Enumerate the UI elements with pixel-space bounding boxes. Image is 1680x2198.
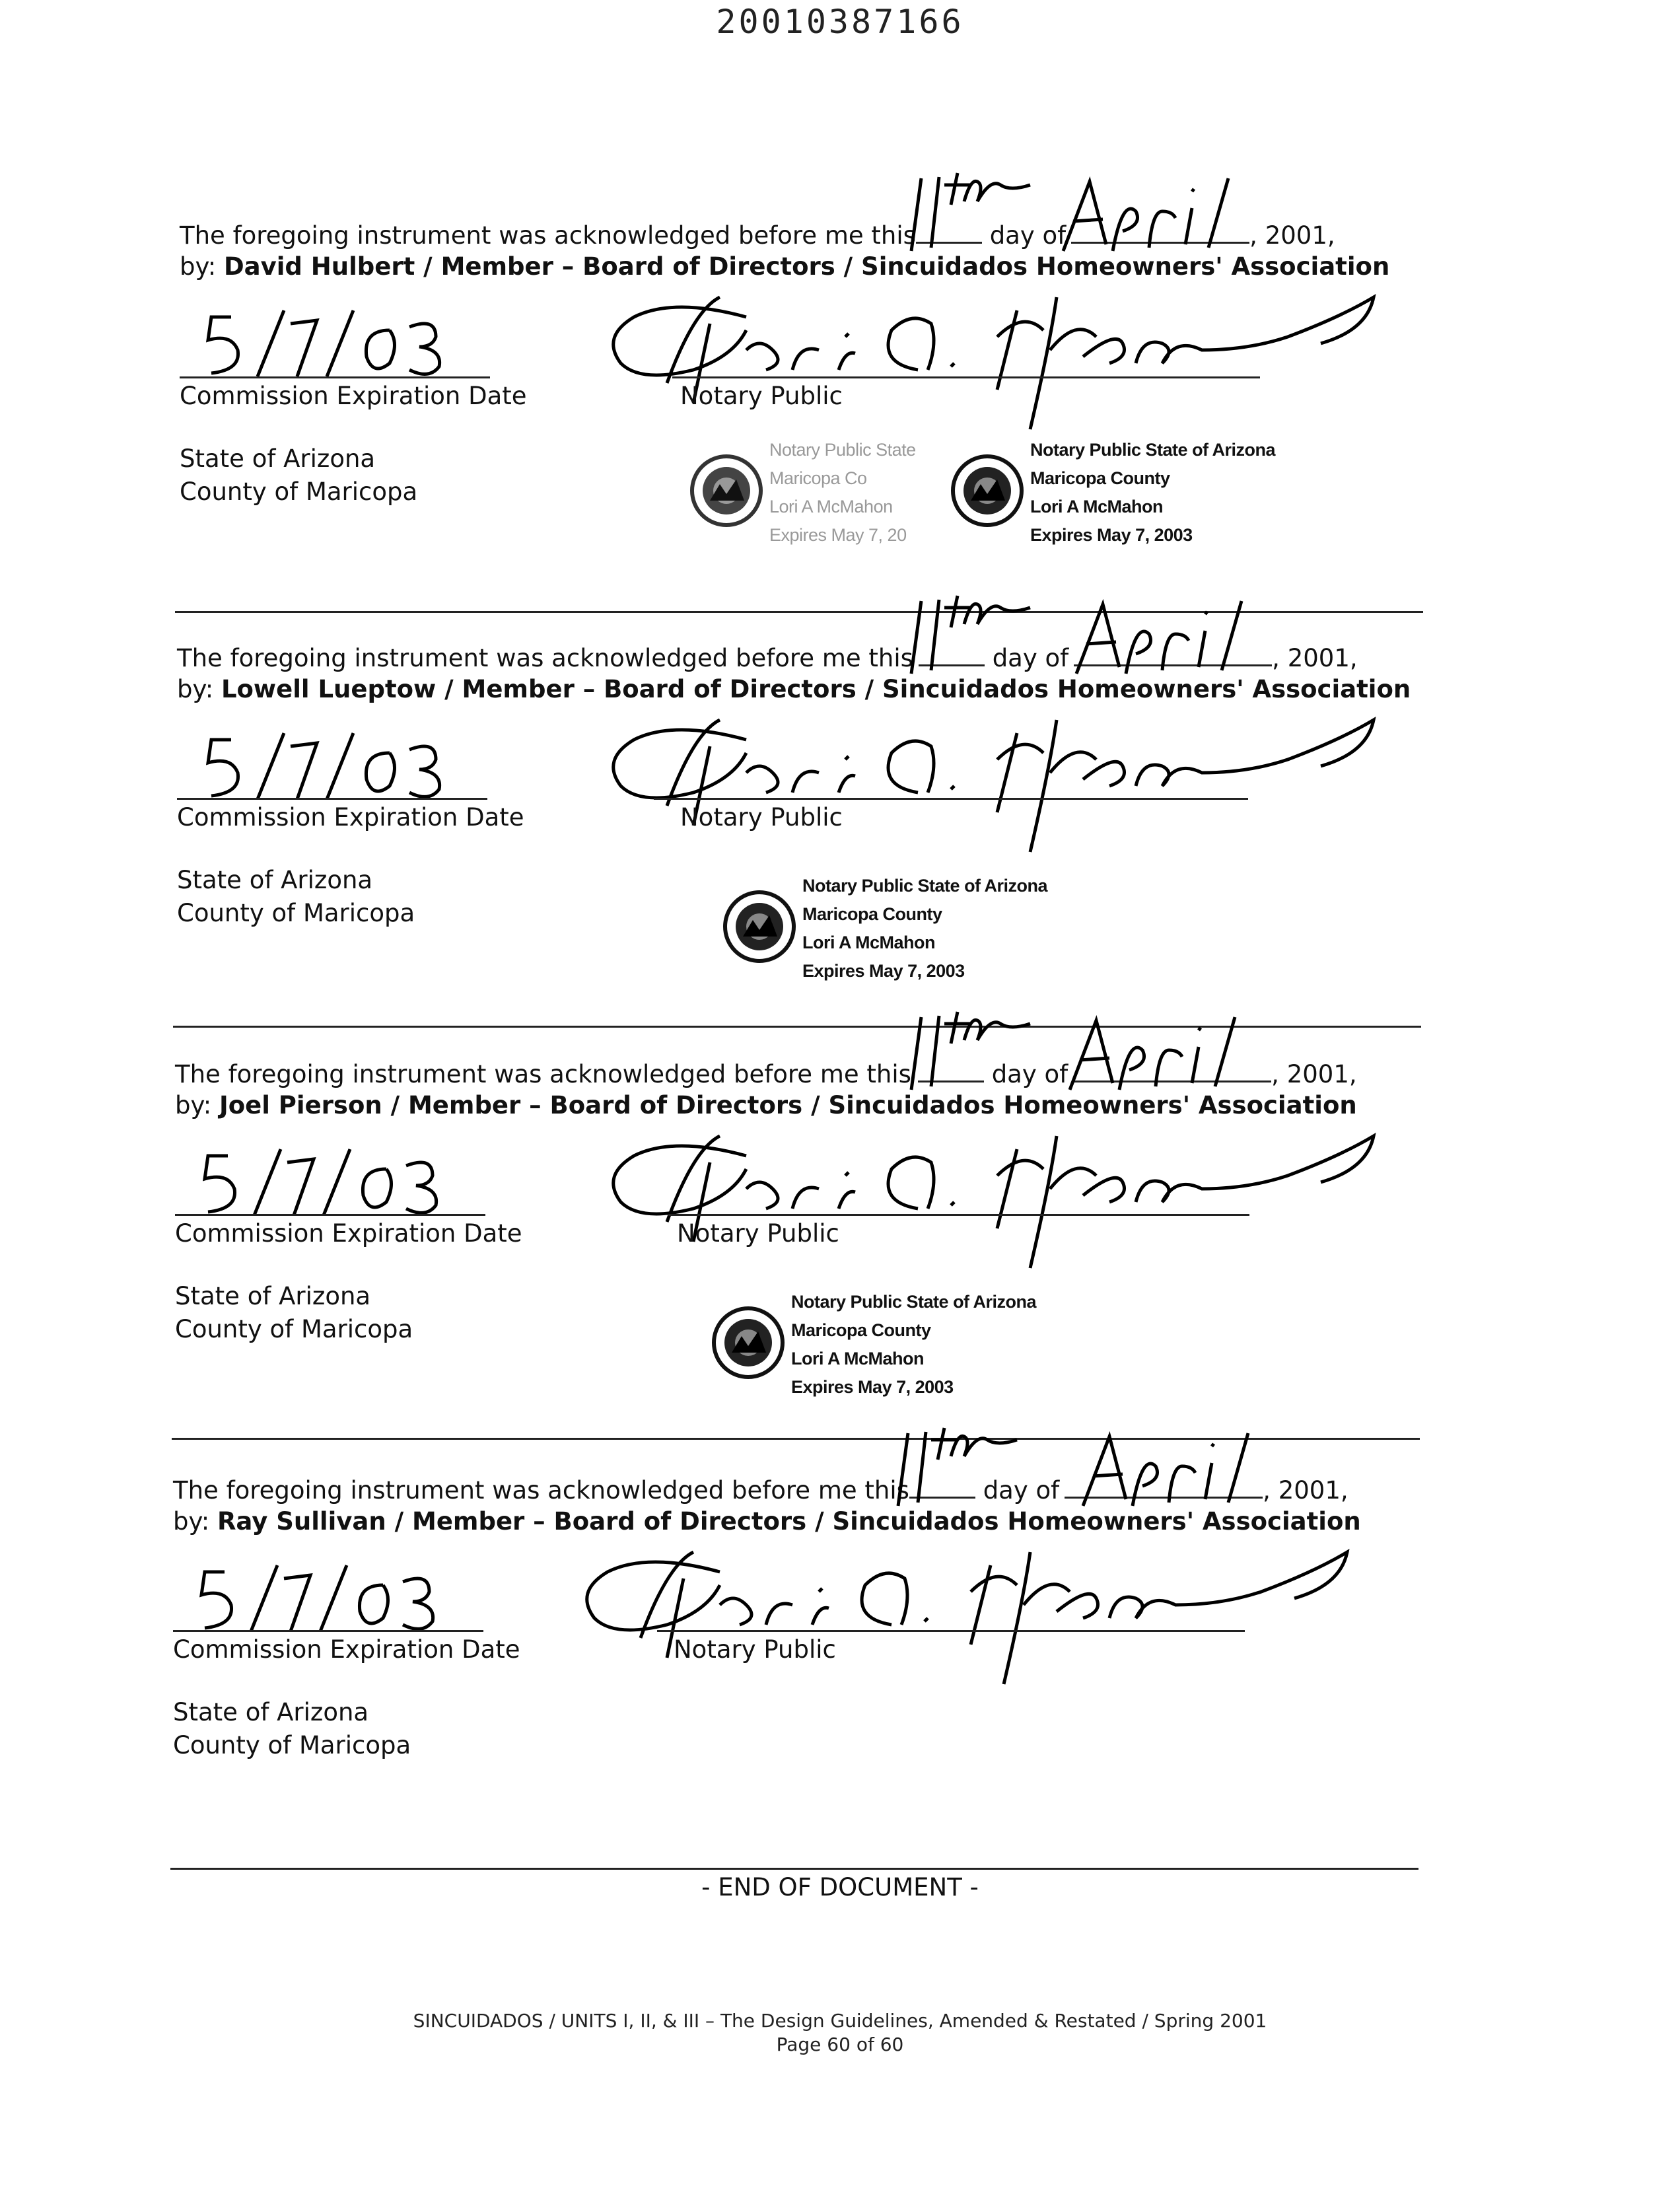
notary-stamp (712, 1288, 1082, 1400)
state-label: State of Arizona (173, 1698, 369, 1726)
commission-date-rule (177, 798, 487, 800)
acknowledgment-text: The foregoing instrument was acknowledged before me this (177, 644, 913, 672)
acknowledgment-block-4 (0, 1413, 1680, 1823)
notary-label: Notary Public (677, 1219, 839, 1248)
notary-signature (594, 271, 1387, 443)
notary-label: Notary Public (674, 1635, 836, 1664)
commission-date-rule (180, 376, 490, 378)
document-number: 20010387166 (716, 3, 964, 41)
footer-title: SINCUIDADOS / UNITS I, II, & III – The Design Guidelines, Amended & Restated / Spring 2001 (413, 2010, 1267, 2032)
stamp-line: Lori A McMahon (802, 933, 935, 952)
handwritten-commission-date (192, 727, 469, 806)
acknowledgment-block-3 (0, 997, 1680, 1407)
commission-label: Commission Expiration Date (175, 1219, 522, 1248)
handwritten-commission-date (188, 1143, 466, 1222)
signer-name: Ray Sullivan / Member – Board of Directors / Sincuidados Homeowners' Association (217, 1507, 1361, 1536)
venue (177, 864, 415, 930)
stamp-line: Expires May 7, 2003 (791, 1377, 954, 1397)
section-divider (170, 1868, 1418, 1870)
state-label: State of Arizona (177, 866, 373, 894)
year-text: , 2001, (1263, 1476, 1348, 1505)
county-label: County of Maricopa (177, 899, 415, 927)
notary-signature (568, 1526, 1360, 1697)
handwritten-day (885, 588, 1037, 680)
signer-name: David Hulbert / Member – Board of Directors / Sincuidados Homeowners' Association (223, 252, 1390, 281)
handwritten-day (885, 165, 1037, 258)
stamp-line: Expires May 7, 2003 (1030, 525, 1193, 545)
notary-stamp (951, 436, 1321, 548)
faded-stamp-line: Maricopa Co (769, 468, 867, 488)
by-label: by: (173, 1507, 210, 1536)
commission-label: Commission Expiration Date (177, 803, 524, 832)
handwritten-month (1057, 1010, 1255, 1096)
stamp-line: Notary Public State of Arizona (791, 1292, 1037, 1312)
by-label: by: (180, 252, 217, 281)
stamp-text (1030, 436, 1275, 550)
venue (173, 1696, 411, 1762)
notary-rule (672, 376, 1260, 378)
day-of-label: day of (983, 1476, 1060, 1505)
day-of-label: day of (992, 644, 1069, 672)
year-text: , 2001, (1249, 221, 1335, 250)
notary-signature (594, 1110, 1387, 1281)
acknowledgment-text: The foregoing instrument was acknowledged before me this (180, 221, 916, 250)
signer-name: Lowell Lueptow / Member – Board of Directors / Sincuidados Homeowners' Association (221, 675, 1411, 703)
stamp-line: Maricopa County (802, 904, 942, 924)
county-label: County of Maricopa (175, 1315, 413, 1343)
commission-date-rule (173, 1630, 483, 1632)
stamp-text (802, 872, 1047, 985)
stamp-line: Notary Public State of Arizona (1030, 440, 1276, 460)
notary-stamp-faded (690, 436, 954, 548)
signer-name: Joel Pierson / Member – Board of Directors / Sincuidados Homeowners' Association (219, 1091, 1357, 1119)
acknowledgment-block-2 (0, 581, 1680, 991)
stamp-text (791, 1288, 1036, 1401)
notary-label: Notary Public (680, 382, 843, 410)
by-label: by: (177, 675, 214, 703)
venue (175, 1280, 413, 1346)
year-text: , 2001, (1271, 1060, 1357, 1088)
handwritten-month (1070, 1427, 1268, 1512)
acknowledgment-block-1 (0, 159, 1680, 568)
state-seal-icon (712, 1306, 785, 1379)
handwritten-day (872, 1420, 1024, 1512)
state-seal-icon (951, 454, 1024, 527)
venue (180, 443, 417, 509)
day-of-label: day of (991, 1060, 1068, 1088)
by-label: by: (175, 1091, 212, 1119)
end-of-document: - END OF DOCUMENT - (701, 1873, 979, 1901)
notary-rule (668, 1214, 1249, 1216)
faded-stamp-line: Notary Public State (769, 440, 916, 460)
handwritten-month (1063, 594, 1261, 680)
handwritten-commission-date (185, 1559, 462, 1638)
stamp-line: Lori A McMahon (791, 1349, 924, 1368)
county-label: County of Maricopa (173, 1731, 411, 1759)
state-seal-icon (690, 454, 763, 527)
county-label: County of Maricopa (180, 478, 418, 506)
faded-stamp-text (769, 436, 916, 550)
faded-stamp-line: Expires May 7, 20 (769, 525, 907, 545)
year-text: , 2001, (1272, 644, 1358, 672)
page-footer (0, 2009, 1680, 2057)
notary-stamp (723, 872, 1093, 984)
stamp-line: Expires May 7, 2003 (802, 961, 965, 981)
state-seal-icon (723, 890, 796, 963)
handwritten-commission-date (192, 304, 469, 383)
page-number: Page 60 of 60 (776, 2034, 904, 2055)
commission-date-rule (175, 1214, 485, 1216)
state-label: State of Arizona (175, 1282, 371, 1310)
faded-stamp-line: Lori A McMahon (769, 497, 893, 516)
stamp-line: Notary Public State of Arizona (802, 876, 1048, 896)
handwritten-month (1050, 172, 1248, 258)
commission-label: Commission Expiration Date (180, 382, 527, 410)
stamp-line: Maricopa County (1030, 468, 1170, 488)
acknowledgment-text: The foregoing instrument was acknowledged before me this (175, 1060, 911, 1088)
notary-rule (654, 798, 1248, 800)
notary-signature (594, 693, 1387, 865)
acknowledgment-text: The foregoing instrument was acknowledged before me this (173, 1476, 909, 1505)
notary-rule (657, 1630, 1245, 1632)
stamp-line: Maricopa County (791, 1320, 931, 1340)
state-label: State of Arizona (180, 444, 376, 473)
day-of-label: day of (989, 221, 1067, 250)
handwritten-day (885, 1004, 1037, 1096)
notary-label: Notary Public (680, 803, 843, 832)
stamp-line: Lori A McMahon (1030, 497, 1163, 516)
commission-label: Commission Expiration Date (173, 1635, 520, 1664)
